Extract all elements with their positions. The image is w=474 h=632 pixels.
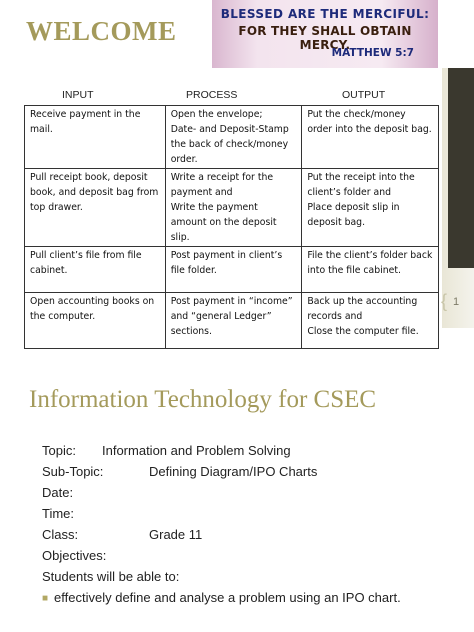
class-value: Grade 11 — [149, 527, 203, 542]
bullet-text: effectively define and analyse a problem using an IPO chart. — [54, 590, 401, 605]
table-cell — [302, 293, 439, 349]
cell-line: Open the envelope; Date- and Deposit-Stamp the back of check/money order. — [170, 109, 289, 165]
ipo-chart-image — [24, 86, 440, 337]
header-process: PROCESS — [186, 89, 238, 101]
table-cell: Pull client’s file from file cabinet. — [25, 247, 166, 293]
slide-number-text: 1 — [452, 296, 460, 308]
bracket-left-icon: { — [441, 291, 448, 311]
table-row — [25, 247, 439, 293]
table-cell: Open accounting books on the computer. — [25, 293, 166, 349]
subtopic-value: Defining Diagram/IPO Charts — [149, 464, 318, 479]
date-label: Date: — [42, 485, 74, 500]
subtopic-row — [42, 464, 318, 479]
table-cell: Post payment in client’s file folder. — [165, 247, 302, 293]
topic-label: Topic: — [42, 443, 76, 458]
banner-line-2: FOR THEY SHALL OBTAIN MERCY. — [238, 24, 412, 52]
table-row — [25, 293, 439, 349]
table-cell: Receive payment in the mail. — [25, 106, 166, 169]
decorative-sidebar — [442, 68, 474, 328]
welcome-heading: WELCOME — [26, 16, 177, 46]
table-cell: Put the check/money order into the deposit bag. — [302, 106, 439, 169]
class-label: Class: — [42, 527, 79, 542]
class-row — [42, 527, 203, 542]
time-label: Time: — [42, 506, 75, 521]
table-cell: File the client’s folder back into the file cabinet. — [302, 247, 439, 293]
sidebar-dark-strip — [448, 68, 474, 268]
header-output: OUTPUT — [342, 89, 386, 101]
cell-line: Back up the accounting records and Close the computer file. — [307, 296, 419, 337]
topic-value: Information and Problem Solving — [102, 443, 291, 458]
ipo-table — [24, 105, 439, 349]
cell-line: Put the receipt into the client’s folder and Place deposit slip in deposit bag. — [307, 172, 415, 228]
table-row — [25, 106, 439, 169]
bullet-icon: ■ — [42, 593, 49, 604]
objectives-label: Objectives: — [42, 548, 107, 563]
subtopic-label: Sub-Topic: — [42, 464, 104, 479]
table-cell: Pull receipt book, deposit book, and deposit bag from top drawer. — [25, 169, 166, 247]
table-cell: Post payment in “income” and “general Ledger” sections. — [165, 293, 302, 349]
students-label: Students will be able to: — [42, 569, 180, 584]
table-cell — [302, 169, 439, 247]
cell-line: Write a receipt for the payment and Write the payment amount on the deposit slip. — [170, 172, 277, 243]
banner-reference: MATTHEW 5:7 — [331, 47, 414, 59]
table-cell — [165, 169, 302, 247]
table-row — [25, 169, 439, 247]
objective-bullet — [42, 590, 401, 605]
banner-line-1: BLESSED ARE THE MERCIFUL: — [220, 7, 430, 21]
table-cell — [165, 106, 302, 169]
slide-number — [441, 290, 471, 314]
header-input: INPUT — [62, 89, 94, 101]
topic-row — [42, 443, 291, 458]
scripture-banner — [212, 0, 438, 68]
slide-title: Information Technology for CSEC — [29, 386, 377, 413]
